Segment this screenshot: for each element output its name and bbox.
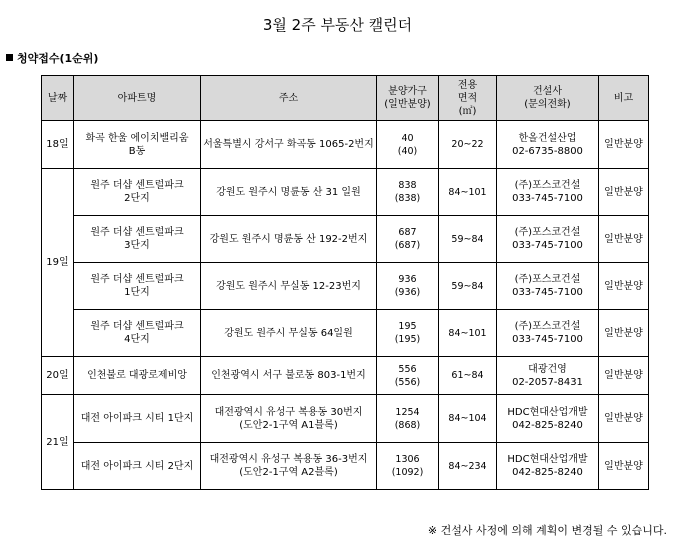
builder-phone: 02-2057-8431 (512, 376, 583, 388)
address-cell: 대전광역시 유성구 복용동 36-3번지(도안2-1구역 A2블록) (201, 443, 377, 490)
units-total: 1254 (395, 406, 420, 418)
builder-name: (주)포스코건설 (514, 227, 581, 238)
apt-name-cell: 원주 더샵 센트럴파크 2단지 (74, 169, 201, 216)
table-row (42, 263, 649, 310)
builder-name: (주)포스코건설 (514, 274, 581, 285)
builder-name: HDC현대산업개발 (507, 406, 588, 418)
note-cell: 일반분양 (599, 216, 649, 263)
header-row (42, 76, 649, 121)
address-cell: 서울특별시 강서구 화곡동 1065-2번지 (201, 121, 377, 169)
table-row (42, 121, 649, 169)
builder-phone: 033-745-7100 (512, 193, 583, 204)
apt-name-cell: 대전 아이파크 시티 1단지 (74, 395, 201, 443)
area-cell: 84~101 (439, 310, 497, 357)
builder-phone: 033-745-7100 (512, 287, 583, 298)
note-cell: 일반분양 (599, 263, 649, 310)
note-cell: 일반분양 (599, 310, 649, 357)
address-cell: 강원도 원주시 무실동 12-23번지 (201, 263, 377, 310)
area-cell: 20~22 (439, 121, 497, 169)
apt-name-cell: 원주 더샵 센트럴파크 3단지 (74, 216, 201, 263)
address-cell: 강원도 원주시 무실동 64일원 (201, 310, 377, 357)
apt-name-cell: 원주 더샵 센트럴파크 4단지 (74, 310, 201, 357)
units-cell (377, 216, 439, 263)
apt-name-cell: 대전 아이파크 시티 2단지 (74, 443, 201, 490)
area-cell: 61~84 (439, 357, 497, 395)
section-heading (6, 50, 98, 66)
units-general: (1092) (391, 467, 424, 478)
builder-name: (주)포스코건설 (514, 180, 581, 191)
header-addr: 주소 (201, 76, 377, 121)
address-cell: 대전광역시 유성구 복용동 30번지 (도안2-1구역 A1블록) (201, 395, 377, 443)
units-total: 1306 (395, 454, 420, 465)
header-area: 전용 면적 (㎡) (439, 76, 497, 121)
builder-phone: 042-825-8240 (512, 467, 583, 478)
builder-cell (497, 357, 599, 395)
table-row (42, 216, 649, 263)
builder-name: 한올건설산업 (518, 132, 577, 144)
table-row (42, 169, 649, 216)
builder-cell (497, 121, 599, 169)
area-cell: 84~101 (439, 169, 497, 216)
table-row (42, 395, 649, 443)
calendar-table (41, 75, 649, 490)
note-cell: 일반분양 (599, 395, 649, 443)
date-cell: 21일 (42, 395, 74, 490)
address-cell: 강원도 원주시 명륜동 산 31 일원 (201, 169, 377, 216)
area-cell: 59~84 (439, 216, 497, 263)
bullet-square-icon (6, 54, 13, 61)
units-cell (377, 357, 439, 395)
units-total: 687 (398, 227, 417, 238)
units-cell (377, 443, 439, 490)
units-cell (377, 263, 439, 310)
builder-name: HDC현대산업개발 (507, 454, 588, 465)
builder-cell (497, 310, 599, 357)
address-cell: 강원도 원주시 명륜동 산 192-2번지 (201, 216, 377, 263)
builder-phone: 02-6735-8800 (512, 145, 583, 157)
note-cell: 일반분양 (599, 121, 649, 169)
units-general: (838) (394, 193, 421, 204)
units-general: (40) (397, 145, 418, 157)
date-cell: 20일 (42, 357, 74, 395)
builder-cell (497, 395, 599, 443)
note-cell: 일반분양 (599, 169, 649, 216)
table-row (42, 443, 649, 490)
units-total: 40 (401, 132, 414, 144)
units-cell (377, 121, 439, 169)
builder-cell (497, 169, 599, 216)
footnote: ※ 건설사 사정에 의해 계획이 변경될 수 있습니다. (427, 524, 667, 537)
date-cell: 19일 (42, 169, 74, 357)
builder-phone: 033-745-7100 (512, 240, 583, 251)
section-label: 청약접수(1순위) (17, 52, 99, 65)
header-builder: 건설사 (문의전화) (497, 76, 599, 121)
area-cell: 59~84 (439, 263, 497, 310)
builder-cell (497, 443, 599, 490)
area-cell: 84~104 (439, 395, 497, 443)
builder-phone: 042-825-8240 (512, 419, 583, 431)
units-total: 838 (398, 180, 417, 191)
builder-phone: 033-745-7100 (512, 334, 583, 345)
units-cell (377, 169, 439, 216)
builder-cell (497, 263, 599, 310)
apt-name-cell: 화곡 한울 에이치밸리움 B동 (74, 121, 201, 169)
units-general: (556) (394, 376, 421, 388)
header-date: 날짜 (42, 76, 74, 121)
table-row (42, 310, 649, 357)
units-total: 936 (398, 274, 417, 285)
units-cell (377, 395, 439, 443)
units-total: 195 (398, 321, 417, 332)
note-cell: 일반분양 (599, 357, 649, 395)
builder-name: 대광건영 (528, 363, 567, 375)
builder-cell (497, 216, 599, 263)
units-general: (687) (394, 240, 421, 251)
apt-name-cell: 인천불로 대광로제비앙 (74, 357, 201, 395)
apt-name-cell: 원주 더샵 센트럴파크 1단지 (74, 263, 201, 310)
header-apt: 아파트명 (74, 76, 201, 121)
note-cell: 일반분양 (599, 443, 649, 490)
address-cell: 인천광역시 서구 불로동 803-1번지 (201, 357, 377, 395)
date-cell: 18일 (42, 121, 74, 169)
header-note: 비고 (599, 76, 649, 121)
units-total: 556 (398, 363, 417, 375)
builder-name: (주)포스코건설 (514, 321, 581, 332)
area-cell: 84~234 (439, 443, 497, 490)
units-cell (377, 310, 439, 357)
page-title: 3월 2주 부동산 캘린더 (262, 16, 413, 34)
units-general: (936) (394, 287, 421, 298)
table-row (42, 357, 649, 395)
units-general: (868) (394, 419, 421, 431)
units-general: (195) (394, 334, 421, 345)
header-units: 분양가구 (일반분양) (377, 76, 439, 121)
